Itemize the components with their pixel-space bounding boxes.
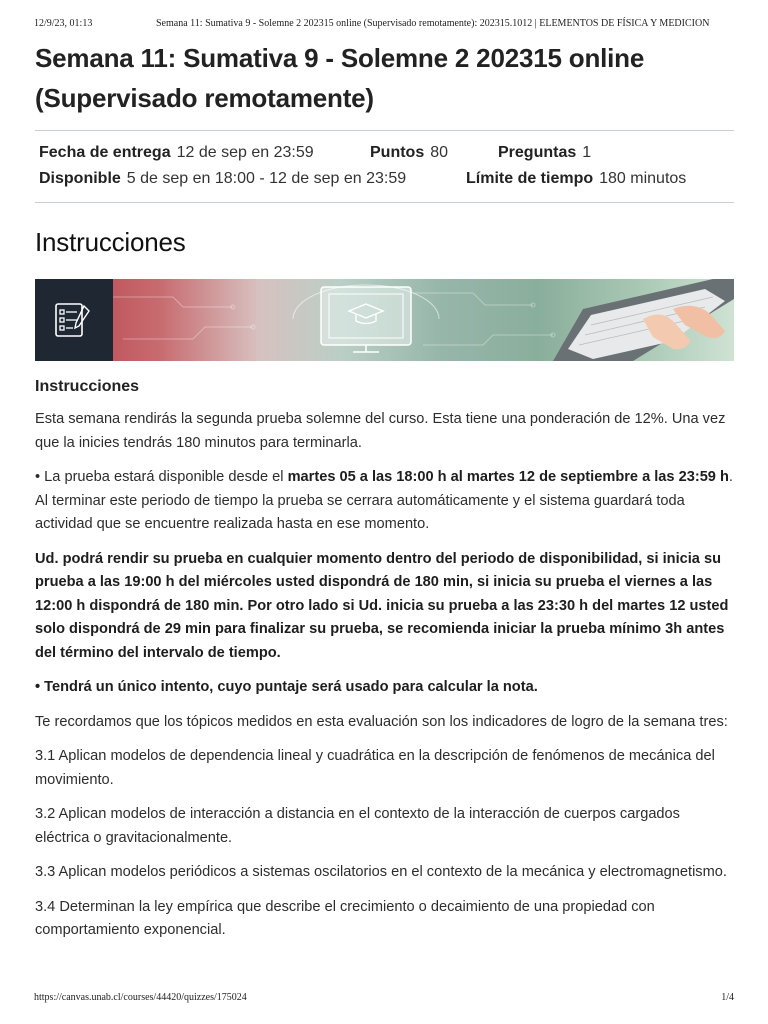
instructions-banner: [35, 279, 734, 361]
instructions-subheading: Instrucciones: [35, 378, 140, 395]
quiz-meta: [35, 131, 734, 202]
print-page-number: 1/4: [721, 992, 734, 1003]
page-title-line2: (Supervisado remotamente): [35, 83, 374, 113]
page-title: [35, 38, 734, 118]
print-title: Semana 11: Sumativa 9 - Solemne 2 202315 online (Supervisado remotamente): 202315.1012 | ELEMENTOS DE FÍSICA Y MEDICION: [156, 18, 710, 29]
checklist-icon: [53, 300, 93, 340]
page-title-line1: Semana 11: Sumativa 9 - Solemne 2 202315 online: [35, 43, 645, 73]
banner-icon-box: [35, 279, 113, 361]
meta-row-2: [39, 166, 734, 192]
banner-artwork: [113, 279, 734, 361]
print-url: https://canvas.unab.cl/courses/44420/quizzes/175024: [34, 992, 247, 1003]
availability: Disponible 5 de sep en 18:00 - 12 de sep en 23:59: [39, 170, 407, 187]
meta-row-1: [39, 140, 734, 166]
questions: Preguntas 1: [498, 144, 592, 161]
paragraph-availability: • La prueba estará disponible desde el martes 05 a las 18:00 h al martes 12 de septiembre a las 23:59 h. Al terminar este periodo de tiempo la prueba se cerrara automáticamente y el sistema guardará toda actividad que se encuentre realizada hasta en ese momento.: [35, 469, 733, 532]
paragraph-time-rules: Ud. podrá rendir su prueba en cualquier momento dentro del periodo de disponibilidad, si inicia su prueba a las 19:00 h del miércoles usted dispondrá de 180 min, si inicia su prueba el viernes a las 12:00 h dispondrá de 180 min. Por otro lado si Ud. inicia su prueba a las 23:30 h del martes 12 usted solo dispondrá de 29 min para finalizar su prueba, se recomienda iniciar la prueba mínimo 3h antes del término del intervalo de tiempo.: [35, 550, 729, 661]
time-limit: Límite de tiempo 180 minutos: [466, 170, 687, 187]
divider-bottom: [35, 202, 734, 203]
paragraph-intro: Esta semana rendirás la segunda prueba solemne del curso. Esta tiene una ponderación de 12%. Una vez que la inicies tendrás 180 minutos para terminarla.: [35, 411, 726, 451]
instructions-heading: Instrucciones: [35, 227, 186, 257]
indicator-3-3: 3.3 Aplican modelos periódicos a sistemas oscilatorios en el contexto de la mecánica y electromagnetismo.: [35, 864, 727, 880]
due-date: Fecha de entrega 12 de sep en 23:59: [39, 144, 314, 161]
paragraph-topics-intro: Te recordamos que los tópicos medidos en esta evaluación son los indicadores de logro de la semana tres:: [35, 713, 728, 730]
paragraph-single-attempt: • Tendrá un único intento, cuyo puntaje será usado para calcular la nota.: [35, 679, 538, 695]
quiz-page: [35, 38, 734, 943]
indicator-3-1: 3.1 Aplican modelos de dependencia lineal y cuadrática en la descripción de fenómenos de mecánica del movimiento.: [35, 748, 715, 788]
print-date: 12/9/23, 01:13: [34, 18, 93, 29]
print-header: [34, 18, 734, 32]
indicator-3-4: 3.4 Determinan la ley empírica que describe el crecimiento o decaimiento de una propiedad con comportamiento exponencial.: [35, 898, 655, 938]
print-footer: [34, 992, 734, 1006]
indicator-3-2: 3.2 Aplican modelos de interacción a distancia en el contexto de la interacción de cuerpos cargados eléctrica o gravitacionalmente.: [35, 806, 680, 846]
points: Puntos 80: [370, 144, 449, 161]
